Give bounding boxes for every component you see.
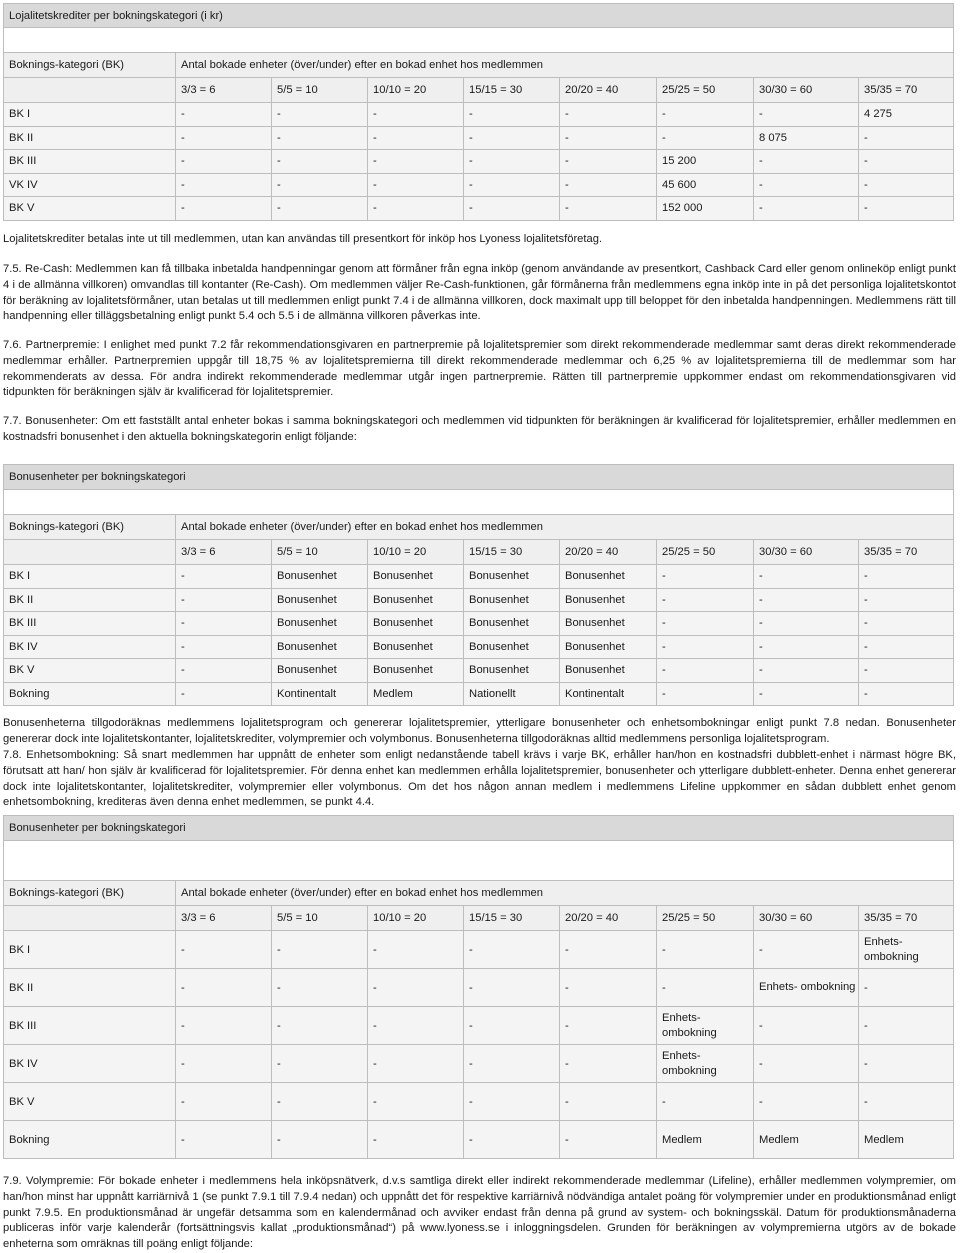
table-row [4,565,954,589]
table-cell: - [859,150,954,174]
table-cell: - [859,1007,954,1045]
table-cell: 45 600 [657,173,754,197]
table-cell: - [176,173,272,197]
table-cell: Bonusenhet [560,659,657,683]
table-cell: - [176,635,272,659]
threshold-header: 15/15 = 30 [464,540,560,565]
table-title: Bonusenheter per bokningskategori [4,465,954,490]
column-header-units: Antal bokade enheter (över/under) efter en bokad enhet hos medlemmen [176,53,954,78]
table-cell: - [176,612,272,636]
table-cell: - [464,1007,560,1045]
table-cell: - [176,126,272,150]
table-cell: - [754,1083,859,1121]
row-label: VK IV [4,173,176,197]
unit-rebooking-table [3,815,954,1159]
column-header-category: Boknings-kategori (BK) [4,53,176,78]
table-cell: - [272,1045,368,1083]
threshold-header: 25/25 = 50 [657,540,754,565]
table-cell: - [176,931,272,969]
threshold-header-row [4,540,954,565]
table-cell: Bonusenhet [560,588,657,612]
table-cell: - [859,969,954,1007]
table-cell: - [754,588,859,612]
table-cell: - [859,173,954,197]
threshold-header: 15/15 = 30 [464,906,560,931]
threshold-header: 35/35 = 70 [859,78,954,103]
table-row [4,682,954,706]
threshold-header-row [4,906,954,931]
table-cell: - [464,197,560,221]
row-label: BK V [4,1083,176,1121]
table-cell: Bonusenhet [272,588,368,612]
row-label: BK III [4,150,176,174]
table-cell: Enhets- ombokning [657,1045,754,1083]
row-label: BK V [4,659,176,683]
table-cell: - [176,565,272,589]
table-cell: - [368,1121,464,1159]
table-cell: - [464,1121,560,1159]
table-row [4,612,954,636]
table-row [4,173,954,197]
table-cell: Bonusenhet [272,565,368,589]
table-cell: Bonusenhet [464,565,560,589]
table-cell: - [754,103,859,127]
table-cell: - [176,588,272,612]
table-cell: - [657,565,754,589]
spacer-row [4,490,954,515]
spacer-row [4,28,954,53]
table-cell: - [368,173,464,197]
table-cell: - [272,931,368,969]
column-header-units: Antal bokade enheter (över/under) efter en bokad enhet hos medlemmen [176,515,954,540]
table-cell: Bonusenhet [368,659,464,683]
table-row [4,150,954,174]
table-cell: - [272,150,368,174]
loyalty-credits-table [3,3,954,221]
table-cell: - [859,659,954,683]
table-title: Lojalitetskrediter per bokningskategori (i kr) [4,4,954,28]
table-cell: - [859,1083,954,1121]
table-cell: - [754,197,859,221]
table-cell: - [176,1045,272,1083]
table-cell: - [657,103,754,127]
table-cell: - [272,197,368,221]
table-cell: - [368,126,464,150]
section-7-8-paragraph: 7.8. Enhetsombokning: Så snart medlemmen har uppnått de enheter som enligt nedanstående tabell krävs i varje BK, erhåller han/hon en kostnadsfri dubblett-enhet i närmast högre BK, förutsatt att han/ hon själv är kvalificerad för lojalitetspremier. För denna enhet kan medlemmen erhålla lojalitetspremier, bonusenheter och ytterligare dubblett-enheter. Denna enhet genererar dock inte lojalitetskontanter, lojalitetskrediter, volympremier eller volymbonus. Om det hos någon annan medlem i medlemmens Lifeline uppkommer en sådan dubblett enhet genom enhetsombokning, krediteras även denna enhet medlemmen, se punkt 4.4. [3,749,956,809]
table-row [4,126,954,150]
table-cell: Bonusenhet [560,612,657,636]
table-cell: - [464,126,560,150]
table-cell: Kontinentalt [560,682,657,706]
row-label: BK I [4,931,176,969]
table-cell: - [859,682,954,706]
threshold-header: 35/35 = 70 [859,906,954,931]
bonus-units-table [3,464,954,706]
table-cell: - [657,931,754,969]
table-row [4,969,954,1007]
threshold-header: 15/15 = 30 [464,78,560,103]
table-cell: Bonusenhet [272,659,368,683]
row-label: BK III [4,612,176,636]
table-cell: Bonusenhet [464,612,560,636]
table-cell: Bonusenhet [464,659,560,683]
table-cell: - [176,1007,272,1045]
section-7-6-paragraph: 7.6. Partnerpremie: I enlighet med punkt 7.2 får rekommendationsgivaren en partnerpremie på lojalitetspremier som direkt rekommenderade medlemmar samt deras direkt rekommenderade medlemmar erhåller. Partnerpremien uppgår till 18,75 % av lojalitetspremierna till direkt rekommenderade medlemmar och 6,25 % av lojalitetspremierna till de medlemmar som har rekommenderats av dessa. För andra indirekt rekommenderade medlemmar utgår ingen partnerpremie. Rätten till partnerpremie uppkommer endast om rekommendationsgivaren vid tidpunkten för beräkningen själv är kvalificerad för lojalitetspremier. [3,339,956,399]
table-cell: - [754,659,859,683]
table-cell: Medlem [859,1121,954,1159]
table-row [4,588,954,612]
table-cell: Medlem [754,1121,859,1159]
threshold-header: 20/20 = 40 [560,540,657,565]
table-cell: - [657,682,754,706]
table-cell: - [754,565,859,589]
table-cell: Bonusenhet [272,635,368,659]
column-header-units: Antal bokade enheter (över/under) efter en bokad enhet hos medlemmen [176,881,954,906]
table-cell: - [464,1045,560,1083]
table-cell: - [560,1121,657,1159]
threshold-header: 10/10 = 20 [368,540,464,565]
table-cell: - [560,150,657,174]
table-cell: - [859,635,954,659]
row-label: BK I [4,103,176,127]
row-label: Bokning [4,1121,176,1159]
table-cell: Enhets- ombokning [859,931,954,969]
table-cell: - [657,126,754,150]
section-7-7-paragraph: 7.7. Bonusenheter: Om ett fastställt antal enheter bokas i samma bokningskategori och medlemmen vid tidpunkten för beräkningen är kvalificerad för lojalitetspremier, erhåller medlemmen en kostnadsfri bonusenhet i den aktuella bokningskategorin enligt följande: [3,415,956,443]
table-cell: - [657,612,754,636]
table-cell: - [368,1083,464,1121]
table-cell: - [560,103,657,127]
table-cell: - [754,931,859,969]
table-cell: - [368,197,464,221]
table-cell: - [368,150,464,174]
table-cell: - [560,1007,657,1045]
table-row [4,659,954,683]
table-cell: - [754,1007,859,1045]
table-cell: - [560,931,657,969]
row-label: BK II [4,969,176,1007]
table-row [4,1007,954,1045]
table-cell: - [176,1083,272,1121]
table-cell: - [272,1083,368,1121]
row-label: BK V [4,197,176,221]
threshold-header: 5/5 = 10 [272,540,368,565]
table-cell: - [368,969,464,1007]
table-cell: - [176,1121,272,1159]
table-cell: - [176,197,272,221]
threshold-header: 3/3 = 6 [176,906,272,931]
table-cell: - [176,659,272,683]
table-cell: Nationellt [464,682,560,706]
table-cell: Enhets- ombokning [657,1007,754,1045]
table-cell: - [657,588,754,612]
threshold-header: 10/10 = 20 [368,906,464,931]
table-cell: - [657,659,754,683]
table-cell: - [859,588,954,612]
table-cell: Bonusenhet [560,565,657,589]
table-row [4,103,954,127]
table-cell: - [176,969,272,1007]
table-row [4,1045,954,1083]
row-label: BK IV [4,1045,176,1083]
table-cell: Medlem [657,1121,754,1159]
table-cell: 8 075 [754,126,859,150]
spacer-row [4,841,954,881]
table-cell: Bonusenhet [560,635,657,659]
table-cell: - [272,969,368,1007]
table-cell: Bonusenhet [464,588,560,612]
table-cell: - [754,150,859,174]
row-label: BK II [4,126,176,150]
note-paragraph: Lojalitetskrediter betalas inte ut till medlemmen, utan kan användas till presentkort för inköp hos Lyoness lojalitetsföretag. [3,233,603,245]
table-cell: Bonusenhet [368,565,464,589]
table-cell: - [560,1083,657,1121]
table-cell: Medlem [368,682,464,706]
table-cell: Bonusenhet [368,612,464,636]
section-7-9-paragraph: 7.9. Volympremie: För bokade enheter i medlemmens hela inköpsnätverk, d.v.s samtliga direkt eller indirekt rekommenderade medlemmar (Lifeline), erhåller medlemmen volympremier, om han/hon minst har uppnått karriärnivå 1 (se punkt 7.9.1 till 7.9.4 nedan) och uppnått det för respektive karriärnivå nödvändiga antalet poäng för volympremier under en produktionsmånad enligt punkt 7.9.5. En produktionsmånad är ungefär detsamma som en kalendermånad och avviker endast från denna på grund av system- och bokningsskäl. Datum för produktionsmånaderna publiceras inför varje kalenderår (fortsättningsvis kallat „produktionsmånad“) på www.lyoness.se i inloggningsdelen. Grunden för beräkningen av volympremierna utgörs av de bokade enheterna som omräknas till poäng enligt följande: [3,1175,956,1251]
table-cell: - [657,635,754,659]
table-row [4,931,954,969]
table-cell: - [464,969,560,1007]
table-cell: - [176,150,272,174]
table-cell: - [859,565,954,589]
table-cell: - [368,931,464,969]
bonus-units-paragraph: Bonusenheterna tillgodoräknas medlemmens lojalitetsprogram och genererar lojalitetspremier, ytterligare bonusenheter och enhetsombokningar enligt punkt 7.8 nedan. Bonusenheter genererar dock inte lojalitetskontanter, lojalitetskrediter, volympremier och volymbonus. Bonusenheterna tillgodoräknas alltid medlemmens personliga lojalitetsprogram. [3,717,956,745]
table-cell: - [272,1121,368,1159]
threshold-header: 20/20 = 40 [560,78,657,103]
table-cell: Kontinentalt [272,682,368,706]
table-cell: - [272,173,368,197]
threshold-header: 5/5 = 10 [272,78,368,103]
threshold-header: 30/30 = 60 [754,78,859,103]
table-cell: 152 000 [657,197,754,221]
table-cell: - [859,126,954,150]
table-cell: - [464,931,560,969]
table-cell: - [754,173,859,197]
table-cell: - [754,635,859,659]
threshold-header-row [4,78,954,103]
table-cell: - [176,103,272,127]
table-cell: - [657,1083,754,1121]
table-cell: - [859,612,954,636]
table-cell: - [464,1083,560,1121]
threshold-header: 30/30 = 60 [754,906,859,931]
table-cell: - [859,197,954,221]
table-cell: - [657,969,754,1007]
row-label: BK II [4,588,176,612]
table-cell: Bonusenhet [368,635,464,659]
table-cell: - [560,969,657,1007]
table-cell: - [176,682,272,706]
threshold-header: 5/5 = 10 [272,906,368,931]
row-label: BK I [4,565,176,589]
threshold-header: 3/3 = 6 [176,78,272,103]
table-cell: - [464,173,560,197]
table-cell: Bonusenhet [368,588,464,612]
table-title: Bonusenheter per bokningskategori [4,816,954,841]
table-cell: - [754,682,859,706]
table-cell: - [272,103,368,127]
table-row [4,1083,954,1121]
threshold-header: 35/35 = 70 [859,540,954,565]
table-cell: - [754,612,859,636]
table-cell: - [368,103,464,127]
table-row [4,1121,954,1159]
table-cell: - [272,1007,368,1045]
table-cell: - [368,1007,464,1045]
row-label: Bokning [4,682,176,706]
table-cell: - [560,1045,657,1083]
table-cell: Bonusenhet [272,612,368,636]
column-header-category: Boknings-kategori (BK) [4,515,176,540]
table-cell: - [464,103,560,127]
table-cell: Enhets- ombokning [754,969,859,1007]
table-cell: Bonusenhet [464,635,560,659]
table-cell: - [464,150,560,174]
table-row [4,197,954,221]
table-row [4,635,954,659]
table-cell: - [272,126,368,150]
row-label: BK IV [4,635,176,659]
row-label: BK III [4,1007,176,1045]
threshold-header: 25/25 = 50 [657,78,754,103]
table-cell: - [859,1045,954,1083]
table-cell: - [560,197,657,221]
table-cell: 4 275 [859,103,954,127]
table-cell: - [560,173,657,197]
section-7-5-paragraph: 7.5. Re-Cash: Medlemmen kan få tillbaka inbetalda handpenningar genom att förmåner från egna inköp (genom användande av presentkort, Cashback Card eller genom onlineköp enligt punkt 4 i de allmänna villkoren) omvandlas till kontanter (Re-Cash). Om medlemmen väljer Re-Cash-funktionen, går förmånerna från medlemmens egna inköp inte in på det personliga lojalitetskontot för beräkning av lojalitetsförmåner, utan betalas ut till medlemmen enligt punkt 7.4 i de allmänna villkoren, dock maximalt upp till beloppet för den inbetalda handpenningen. Medlemmens rätt till handpenning eller tilläggsbetalning enligt punkt 5.4 och 5.5 i de allmänna villkoren påverkas inte. [3,263,956,323]
threshold-header: 30/30 = 60 [754,540,859,565]
table-cell: 15 200 [657,150,754,174]
table-cell: - [754,1045,859,1083]
table-cell: - [560,126,657,150]
threshold-header: 25/25 = 50 [657,906,754,931]
table-cell: - [368,1045,464,1083]
threshold-header: 10/10 = 20 [368,78,464,103]
threshold-header: 20/20 = 40 [560,906,657,931]
threshold-header: 3/3 = 6 [176,540,272,565]
column-header-category: Boknings-kategori (BK) [4,881,176,906]
